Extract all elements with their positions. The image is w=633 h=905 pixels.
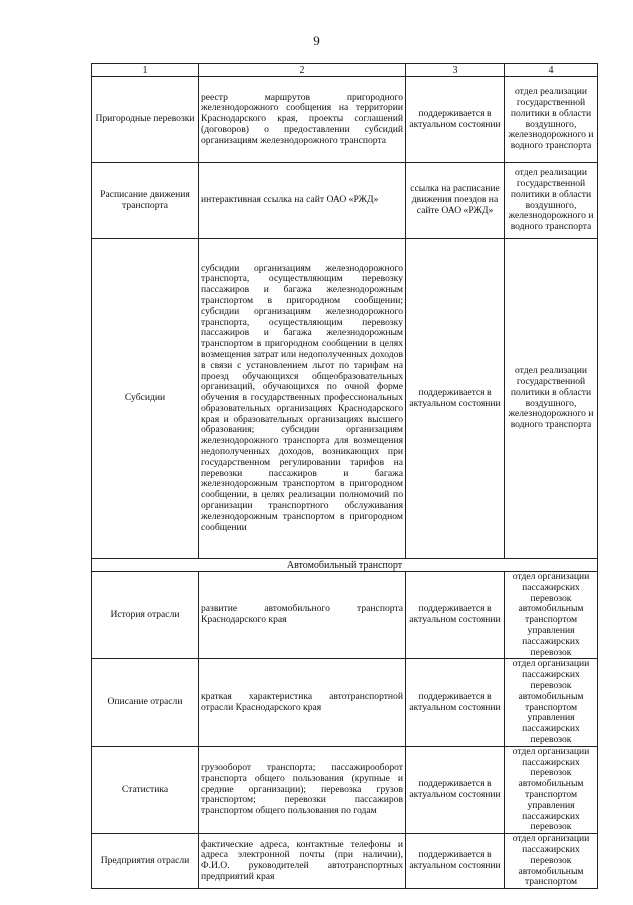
row-description: краткая характеристика автотранспортной отрасли Краснодарского края: [199, 659, 406, 746]
row-description: субсидии организациям железнодорожного транспорта, осуществляющим перевозку пассажиров и багажа железнодорожным транспортом в пригородном сообщении; субсидии организациям железнодорожного транспорта, осуществляющим перевозку пассажиров и багажа железнодорожным транспортом в пригородном сообщении в целях возмещения затрат или недополученных доходов в связи с установлением льгот по тарифам на проезд обучающихся общеобразовательных организаций, обучающихся по очной форме обучения в государственных профессиональных образовательных организациях Краснодарского края и образовательных организациях высшего образования; субсидии организациям железнодорожного транспорта для возмещения недополученных доходов, возникающих при государственном регулировании тарифов на перевозки пассажиров и багажа железнодорожным транспортом в пригородном сообщении, в целях реализации полномочий по организации транспортного обслуживания железнодорожным транспортом в пригородном сообщении: [199, 239, 406, 559]
row-name: Субсидии: [92, 239, 199, 559]
table-row: [92, 77, 598, 163]
row-description: реестр маршрутов пригородного железнодорожного сообщения на территории Краснодарского края, проекты соглашений (договоров) о предоставлении субсидий организациям железнодорожного транспорта: [199, 77, 406, 163]
row-status: ссылка на расписание движения поездов на сайте ОАО «РЖД»: [406, 163, 505, 239]
table-row: [92, 834, 598, 889]
row-description: грузооборот транспорта; пассажирооборот транспорта общего пользования (крупные и средние организации); перевозка грузов транспортом; перевозки пассажиров транспортом общего пользования по годам: [199, 746, 406, 833]
row-description: интерактивная ссылка на сайт ОАО «РЖД»: [199, 163, 406, 239]
row-name: Статистика: [92, 746, 199, 833]
table-row: [92, 163, 598, 239]
section-row: [92, 559, 598, 572]
row-responsible: отдел организации пассажирских перевозок автомобильным транспортом управления пассажирских перевозок: [505, 659, 598, 746]
header-col-2: 2: [199, 64, 406, 77]
page-number: 9: [313, 33, 320, 48]
row-description: развитие автомобильного транспорта Краснодарского края: [199, 572, 406, 659]
row-responsible: отдел реализации государственной политики в области воздушного, железнодорожного и водного транспорта: [505, 77, 598, 163]
row-name: История отрасли: [92, 572, 199, 659]
row-name: Описание отрасли: [92, 659, 199, 746]
table-row: [92, 659, 598, 746]
row-responsible: отдел реализации государственной политики в области воздушного, железнодорожного и водного транспорта: [505, 239, 598, 559]
row-responsible: отдел организации пассажирских перевозок автомобильным транспортом управления пассажирских перевозок: [505, 746, 598, 833]
section-title: Автомобильный транспорт: [92, 559, 598, 572]
row-status: поддерживается в актуальном состоянии: [406, 239, 505, 559]
row-responsible: отдел организации пассажирских перевозок автомобильным транспортом: [505, 834, 598, 889]
registry-table: [91, 63, 598, 889]
table-row: [92, 572, 598, 659]
row-status: поддерживается в актуальном состоянии: [406, 746, 505, 833]
header-col-4: 4: [505, 64, 598, 77]
header-col-1: 1: [92, 64, 199, 77]
table-header-row: [92, 64, 598, 77]
row-name: Предприятия отрасли: [92, 834, 199, 889]
row-status: поддерживается в актуальном состоянии: [406, 572, 505, 659]
row-status: поддерживается в актуальном состоянии: [406, 834, 505, 889]
row-description: фактические адреса, контактные телефоны и адреса электронной почты (при наличии), Ф.И.О. руководителей автотранспортных предприятий края: [199, 834, 406, 889]
row-name: Пригородные перевозки: [92, 77, 199, 163]
row-responsible: отдел организации пассажирских перевозок автомобильным транспортом управления пассажирских перевозок: [505, 572, 598, 659]
row-name: Расписание движения транспорта: [92, 163, 199, 239]
header-col-3: 3: [406, 64, 505, 77]
row-responsible: отдел реализации государственной политики в области воздушного, железнодорожного и водного транспорта: [505, 163, 598, 239]
row-status: поддерживается в актуальном состоянии: [406, 77, 505, 163]
table-row: [92, 239, 598, 559]
row-status: поддерживается в актуальном состоянии: [406, 659, 505, 746]
table-row: [92, 746, 598, 833]
